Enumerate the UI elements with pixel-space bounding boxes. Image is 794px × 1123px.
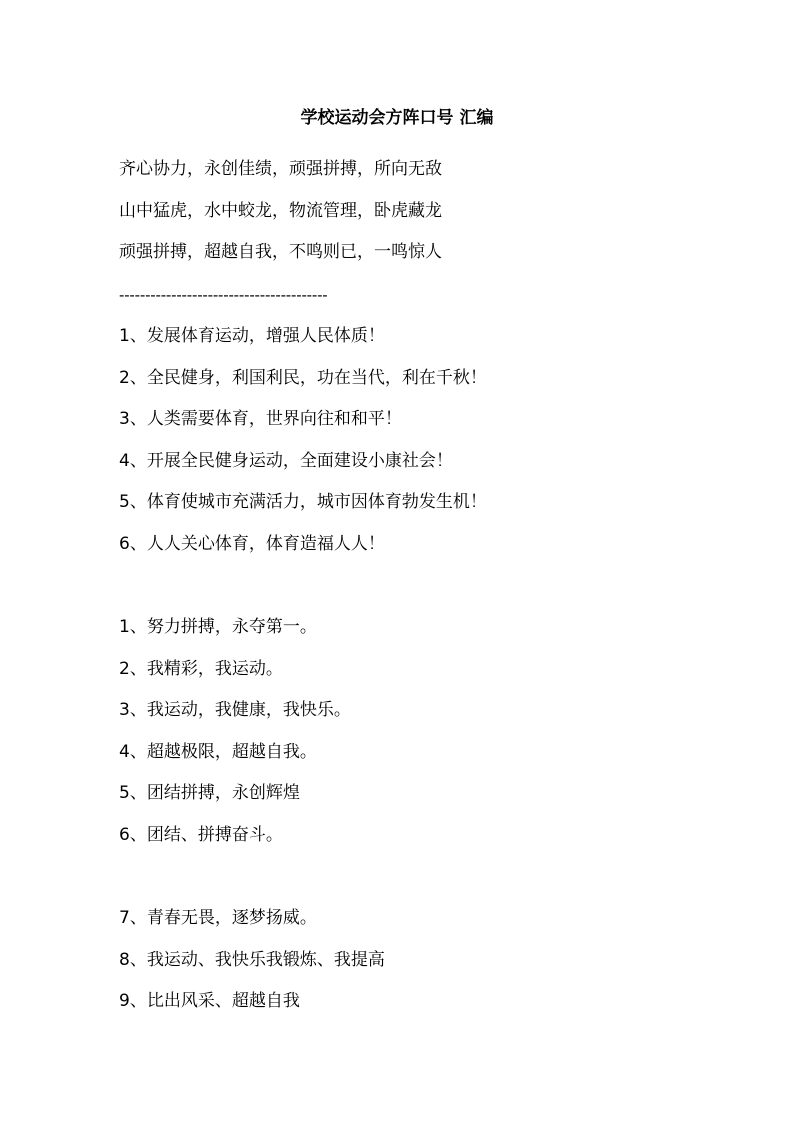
list-c-item: 8、我运动、我快乐我锻炼、我提高 — [119, 950, 385, 970]
list-a-item: 3、人类需要体育，世界向往和和平！ — [119, 409, 402, 429]
list-c-item: 9、比出风采、超越自我 — [119, 991, 300, 1011]
dashed-divider: ---------------------------------------- — [119, 286, 328, 304]
list-b-item: 5、团结拼搏，永创辉煌 — [119, 783, 300, 803]
list-a-item: 6、人人关心体育，体育造福人人！ — [119, 534, 385, 554]
list-b-item: 6、团结、拼搏奋斗。 — [119, 825, 283, 845]
list-a-item: 4、开展全民健身运动，全面建设小康社会！ — [119, 451, 453, 471]
list-c-item: 7、青春无畏，逐梦扬威。 — [119, 908, 317, 928]
intro-line: 山中猛虎，水中蛟龙，物流管理，卧虎藏龙 — [119, 201, 442, 221]
list-b-item: 1、努力拼搏，永夺第一。 — [119, 617, 317, 637]
list-a-item: 2、全民健身，利国利民，功在当代，利在千秋！ — [119, 368, 487, 388]
list-a-item: 1、发展体育运动，增强人民体质！ — [119, 326, 385, 346]
list-b-item: 4、超越极限，超越自我。 — [119, 742, 317, 762]
intro-line: 顽强拼搏，超越自我，不鸣则已，一鸣惊人 — [119, 242, 442, 262]
list-a-item: 5、体育使城市充满活力，城市因体育勃发生机！ — [119, 492, 487, 512]
list-b-item: 2、我精彩，我运动。 — [119, 659, 283, 679]
document-title: 学校运动会方阵口号 汇编 — [300, 108, 494, 128]
list-b-item: 3、我运动，我健康，我快乐。 — [119, 700, 351, 720]
intro-line: 齐心协力，永创佳绩，顽强拼搏，所向无敌 — [119, 159, 442, 179]
